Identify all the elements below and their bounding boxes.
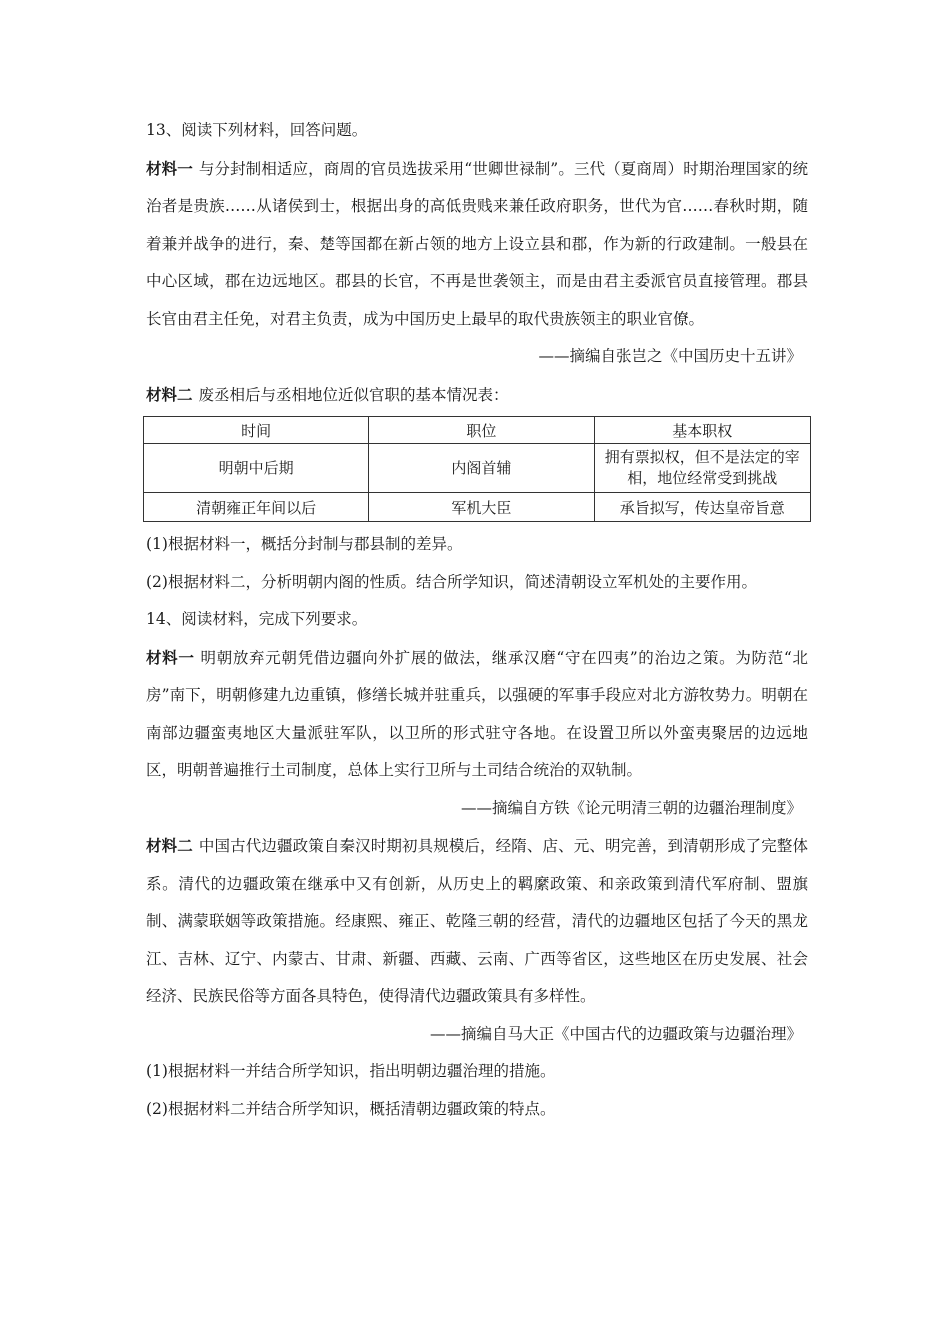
q13-sub-question-2: (2)根据材料二，分析明朝内阁的性质。结合所学知识，简述清朝设立军机处的主要作用。 bbox=[146, 572, 757, 591]
table-cell: 内阁首辅 bbox=[369, 444, 594, 493]
q14-material-1 bbox=[146, 639, 808, 790]
table-header-cell: 时间 bbox=[144, 417, 369, 444]
q13-material-1 bbox=[146, 150, 808, 339]
material-text: 明朝放弃元朝凭借边疆向外扩展的做法，继承汉磨“守在四夷”的治边之策。为防范“北房”南下，明朝修建九边重镇，修缮长城并驻重兵，以强硬的军事手段应对北方游牧势力。明朝在南部边疆蛮夷地区大量派驻军队，以卫所的形式驻守各地。在设置卫所以外蛮夷聚居的边远地区，明朝普遍推行土司制度，总体上实行卫所与土司结合统治的双轨制。 bbox=[146, 648, 808, 779]
q13-material-2 bbox=[146, 376, 808, 415]
material-label: 材料一 bbox=[146, 158, 193, 178]
q14-material-2-source: ——摘编自马大正《中国古代的边疆政策与边疆治理》 bbox=[429, 1024, 802, 1043]
material-label: 材料一 bbox=[146, 647, 195, 667]
q13-sub-question-1: (1)根据材料一，概括分封制与郡县制的差异。 bbox=[146, 535, 463, 553]
officials-table bbox=[143, 416, 811, 522]
table-row bbox=[144, 444, 811, 493]
document-page bbox=[146, 112, 808, 1128]
table-cell: 明朝中后期 bbox=[144, 444, 369, 493]
material-label: 材料二 bbox=[146, 836, 193, 855]
material-text: 中国古代边疆政策自秦汉时期初具规模后，经隋、店、元、明完善，到清朝形成了完整体系。清代的边疆政策在继承中又有创新，从历史上的羁縻政策、和亲政策到清代军府制、盟旗制、满蒙联姻等政策措施。经康熙、雍正、乾隆三朝的经营，清代的边疆地区包括了今天的黑龙江、吉林、辽宁、内蒙古、甘肃、新疆、西藏、云南、广西等省区，这些地区在历史发展、社会经济、民族民俗等方面各具特色，使得清代边疆政策具有多样性。 bbox=[146, 837, 808, 1005]
table-row bbox=[144, 493, 811, 522]
q14-sub-question-2: (2)根据材料二并结合所学知识，概括清朝边疆政策的特点。 bbox=[146, 1099, 556, 1118]
table-header-row bbox=[144, 417, 811, 444]
question-14-title: 14、阅读材料，完成下列要求。 bbox=[146, 610, 368, 628]
table-header-cell: 职位 bbox=[369, 417, 594, 444]
table-cell: 清朝雍正年间以后 bbox=[144, 493, 369, 522]
table-header-cell: 基本职权 bbox=[594, 417, 810, 444]
material-label: 材料二 bbox=[146, 384, 193, 404]
table-cell: 拥有票拟权，但不是法定的宰相，地位经常受到挑战 bbox=[594, 444, 810, 493]
q14-sub-question-1: (1)根据材料一并结合所学知识，指出明朝边疆治理的措施。 bbox=[146, 1062, 556, 1080]
table-cell: 军机大臣 bbox=[369, 493, 594, 522]
question-13-title: 13、阅读下列材料，回答问题。 bbox=[146, 121, 368, 139]
q13-material-1-source: ——摘编自张岂之《中国历史十五讲》 bbox=[538, 347, 802, 365]
material-text: 废丞相后与丞相地位近似官职的基本情况表： bbox=[198, 385, 509, 404]
table-cell: 承旨拟写，传达皇帝旨意 bbox=[594, 493, 810, 522]
material-text: 与分封制相适应，商周的官员选拔采用“世卿世禄制”。三代（夏商周）时期治理国家的统治者是贵族……从诸侯到士，根据出身的高低贵贱来兼任政府职务，世代为官……春秋时期，随着兼并战争的进行，秦、楚等国都在新占领的地方上设立县和郡，作为新的行政建制。一般县在中心区域，郡在边远地区。郡县的长官，不再是世袭领主，而是由君主委派官员直接管理。郡县长官由君主任免，对君主负责，成为中国历史上最早的取代贵族领主的职业官僚。 bbox=[146, 159, 808, 328]
q14-material-1-source: ——摘编自方铁《论元明清三朝的边疆治理制度》 bbox=[460, 798, 802, 817]
q14-material-2 bbox=[146, 827, 808, 1016]
